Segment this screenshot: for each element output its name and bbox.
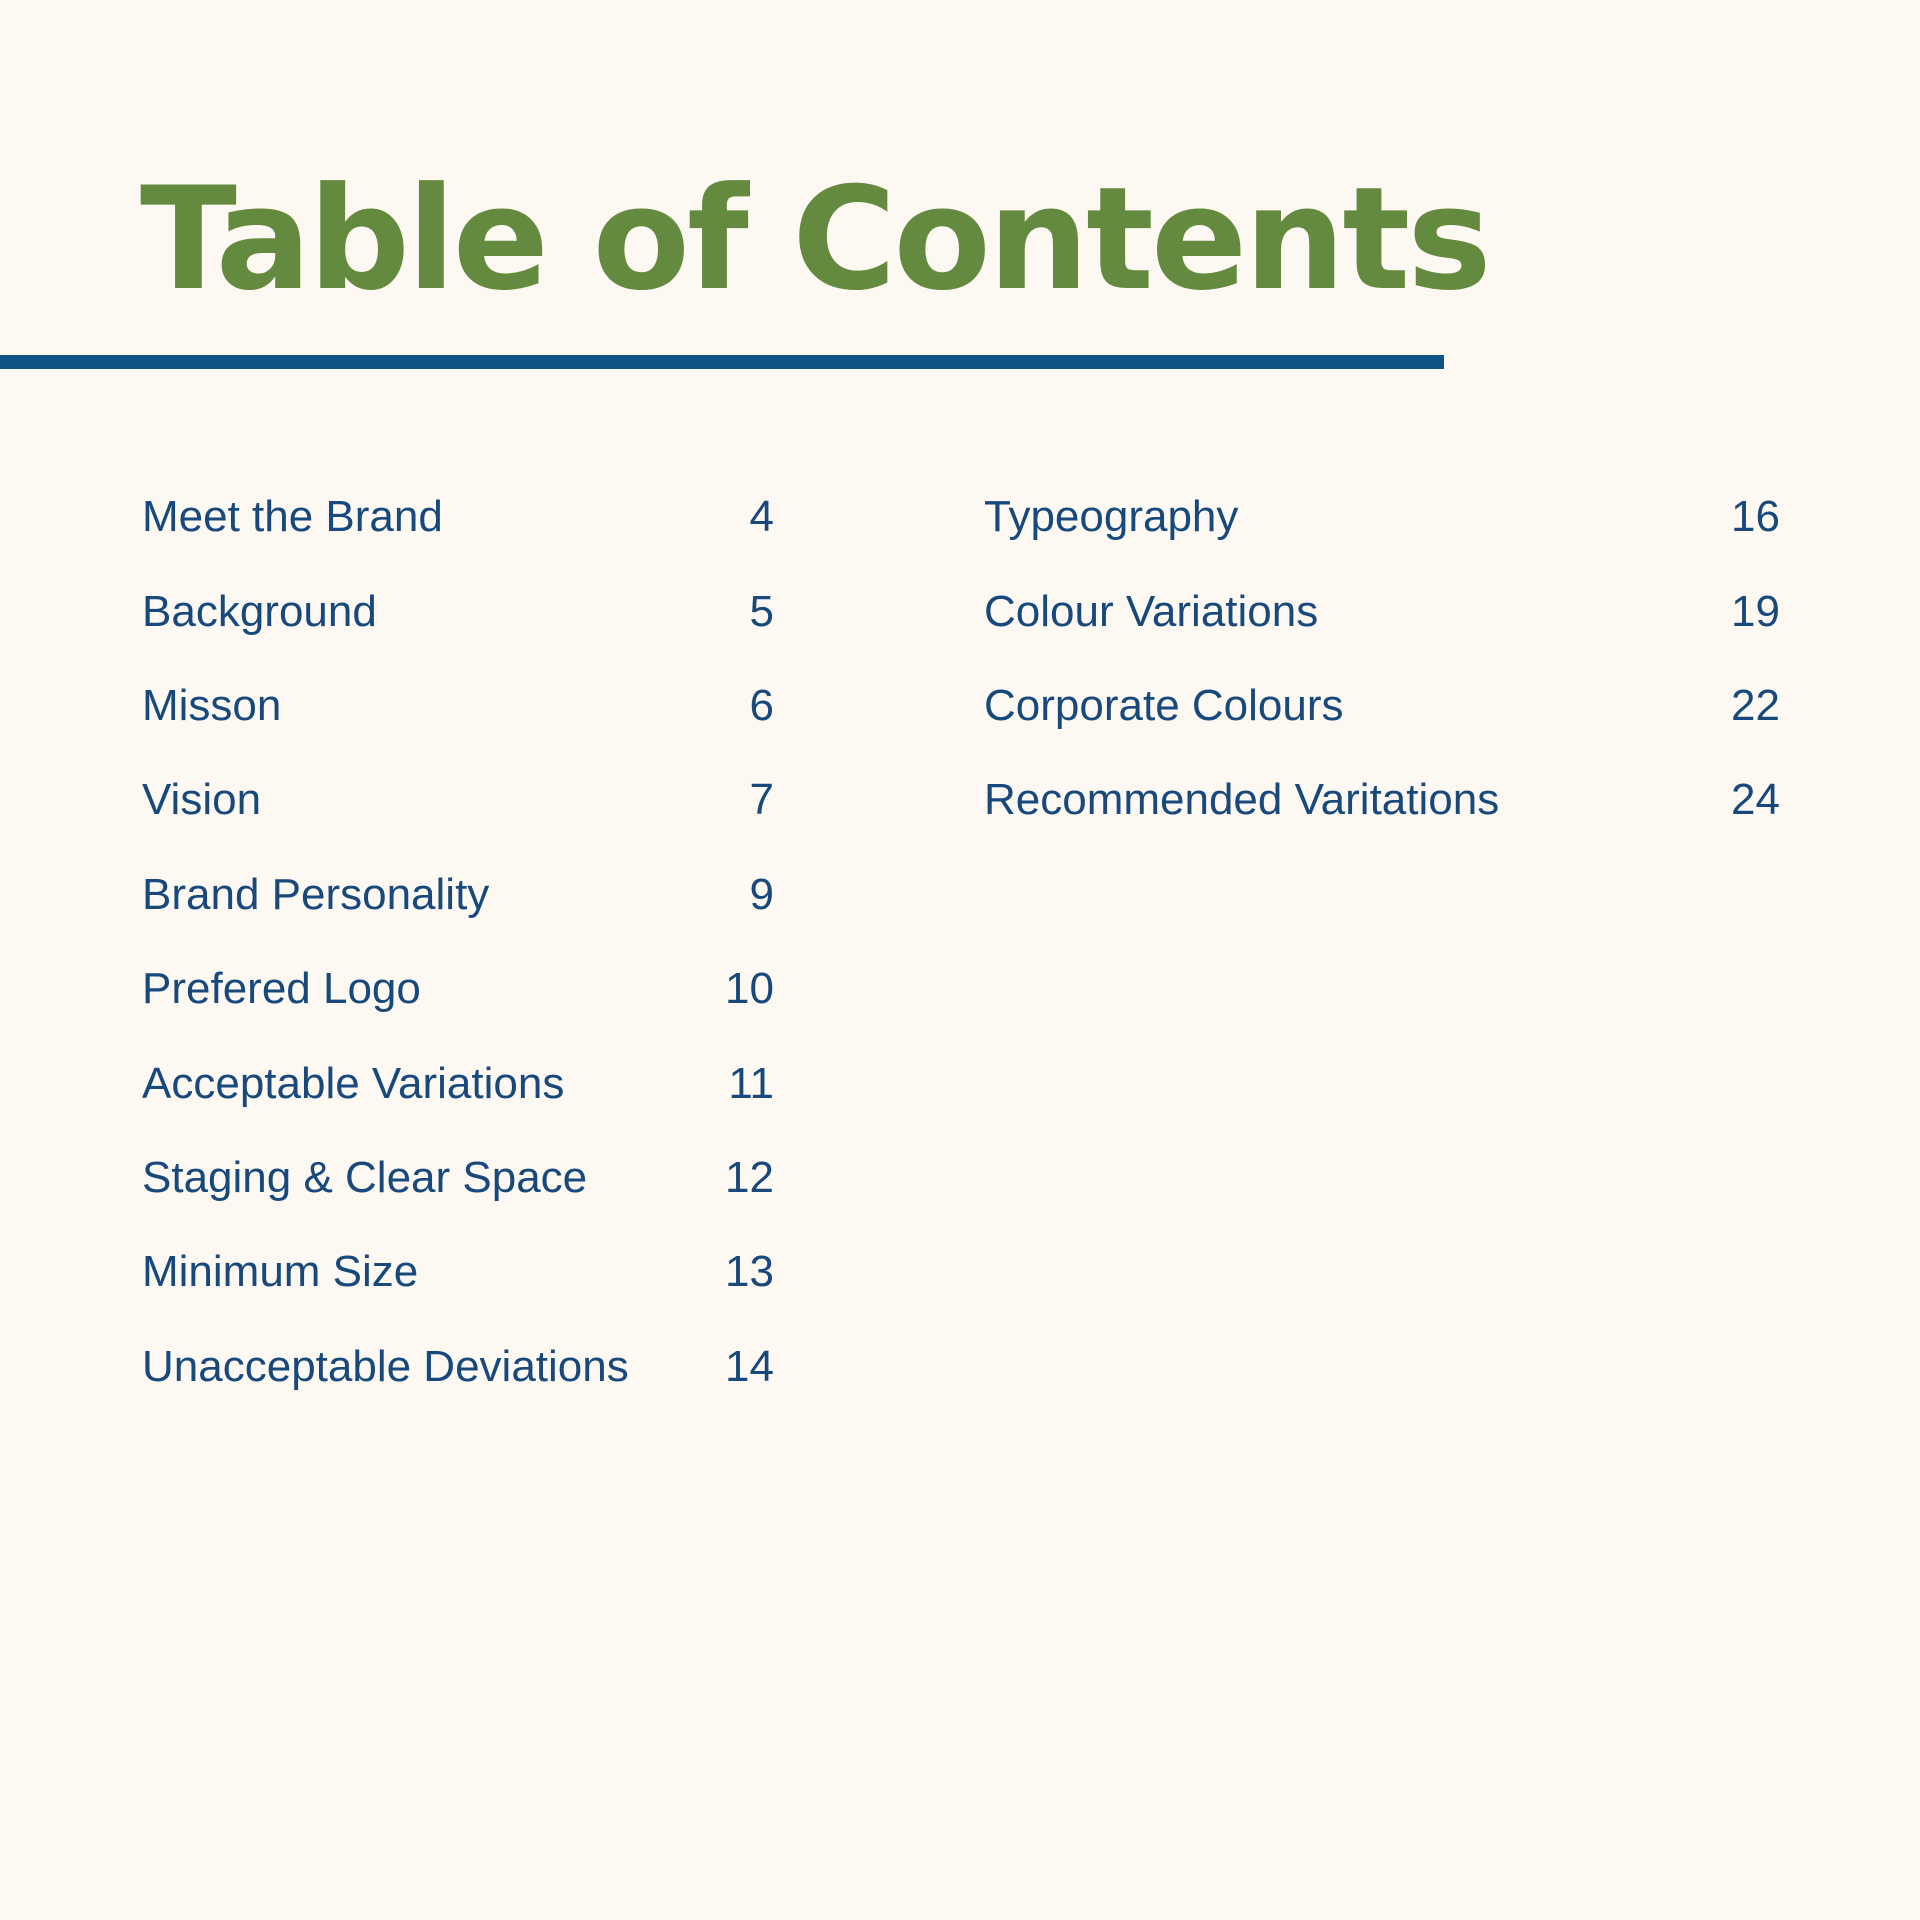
toc-entry-corporate-colours[interactable] <box>984 659 1780 753</box>
toc-entry-label: Meet the Brand <box>142 492 443 542</box>
toc-entry-page-number: 4 <box>749 492 774 542</box>
toc-entry-unacceptable-deviations[interactable] <box>142 1320 774 1414</box>
toc-entry-meet-the-brand[interactable] <box>142 470 774 564</box>
toc-entry-page-number: 19 <box>1731 586 1780 636</box>
toc-entry-label: Acceptable Variations <box>142 1058 565 1108</box>
toc-entry-label: Background <box>142 586 377 636</box>
toc-entry-staging-clear-space[interactable] <box>142 1131 774 1225</box>
toc-entry-background[interactable] <box>142 564 774 658</box>
toc-entry-colour-variations[interactable] <box>984 564 1780 658</box>
toc-entry-label: Vision <box>142 775 262 825</box>
toc-entry-page-number: 12 <box>725 1152 774 1202</box>
toc-entry-label: Unacceptable Deviations <box>142 1341 629 1391</box>
toc-entry-vision[interactable] <box>142 753 774 847</box>
toc-entry-page-number: 16 <box>1731 492 1780 542</box>
toc-entry-page-number: 10 <box>725 964 774 1014</box>
toc-entry-label: Prefered Logo <box>142 964 421 1014</box>
toc-entry-prefered-logo[interactable] <box>142 942 774 1036</box>
toc-entry-page-number: 7 <box>749 775 774 825</box>
page-title: Table of Contents <box>140 157 1489 322</box>
toc-entry-label: Recommended Varitations <box>984 775 1500 825</box>
toc-entry-label: Brand Personality <box>142 869 490 919</box>
toc-entry-misson[interactable] <box>142 659 774 753</box>
toc-entry-page-number: 9 <box>749 869 774 919</box>
toc-entry-label: Minimum Size <box>142 1247 419 1297</box>
title-divider <box>0 355 1444 369</box>
toc-column-left <box>142 470 774 1414</box>
toc-entry-page-number: 11 <box>728 1058 774 1108</box>
toc-column-right <box>984 470 1780 848</box>
toc-entry-minimum-size[interactable] <box>142 1225 774 1319</box>
toc-entry-brand-personality[interactable] <box>142 848 774 942</box>
toc-entry-page-number: 22 <box>1731 680 1780 730</box>
toc-entry-page-number: 13 <box>725 1247 774 1297</box>
toc-entry-page-number: 14 <box>725 1341 774 1391</box>
toc-entry-page-number: 6 <box>749 680 774 730</box>
toc-entry-label: Corporate Colours <box>984 680 1344 730</box>
toc-entry-acceptable-variations[interactable] <box>142 1036 774 1130</box>
toc-entry-recommended-varitations[interactable] <box>984 753 1780 847</box>
toc-entry-page-number: 5 <box>749 586 774 636</box>
toc-entry-page-number: 24 <box>1731 775 1780 825</box>
toc-entry-label: Typeography <box>984 492 1239 542</box>
toc-entry-label: Staging & Clear Space <box>142 1152 588 1202</box>
toc-entry-label: Misson <box>142 680 282 730</box>
toc-entry-label: Colour Variations <box>984 586 1319 636</box>
toc-entry-typeography[interactable] <box>984 470 1780 564</box>
